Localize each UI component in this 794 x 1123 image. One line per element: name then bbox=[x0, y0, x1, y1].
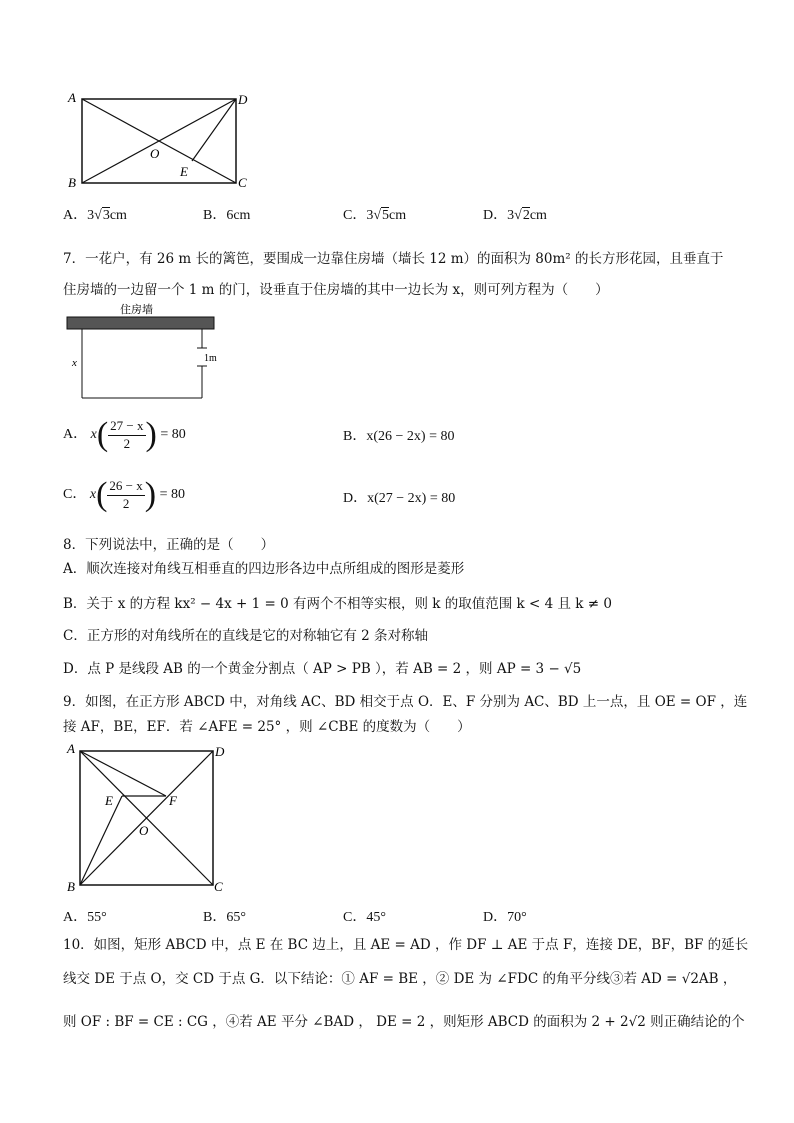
q6-label-C: C bbox=[238, 175, 247, 190]
q10-stem-line3: 则 OF : BF = CE : CG ，④若 AE 平分 ∠BAD ， DE = 2 ，则矩形 ABCD 的面积为 2 + 2√2 则正确结论的个 bbox=[63, 1014, 745, 1030]
q9-option-d: D．70° bbox=[483, 910, 527, 925]
q9-label-F: F bbox=[169, 793, 177, 808]
q6-option-d: D．3√2cm bbox=[483, 208, 547, 223]
q6-label-A: A bbox=[68, 90, 76, 105]
q7-option-d: D．x(27 − 2x) = 80 bbox=[343, 491, 456, 506]
q6-label-O: O bbox=[150, 146, 160, 161]
q7-stem-line1: 7．一花户，有 26 m 长的篱笆，要围成一边靠住房墙（墙长 12 m）的面积为 80m² 的长方形花园，且垂直于 bbox=[63, 251, 724, 267]
q9-option-b: B．65° bbox=[203, 910, 246, 925]
q7-wall-label: 住房墙 bbox=[120, 304, 153, 316]
q10-stem-line1: 10．如图，矩形 ABCD 中，点 E 在 BC 边上，且 AE = AD ，作 DF ⊥ AE 于点 F，连接 DE，BF，BF 的延长 bbox=[63, 937, 749, 953]
q6-option-b: B．6cm bbox=[203, 208, 251, 223]
q8-option-c: C．正方形的对角线所在的直线是它的对称轴它有 2 条对称轴 bbox=[63, 628, 429, 644]
q8-option-a: A．顺次连接对角线互相垂直的四边形各边中点所组成的图形是菱形 bbox=[63, 561, 465, 577]
q8-option-b: B．关于 x 的方程 kx² − 4x + 1 = 0 有两个不相等实根，则 k 的取值范围 k < 4 且 k ≠ 0 bbox=[63, 596, 612, 612]
q9-label-C: C bbox=[214, 879, 223, 894]
q7-garden-figure bbox=[62, 300, 222, 402]
q9-option-a: A．55° bbox=[63, 910, 107, 925]
q9-square-figure bbox=[62, 740, 234, 900]
q9-label-B: B bbox=[67, 879, 75, 894]
q6-label-B: B bbox=[68, 175, 76, 190]
q7-stem-line2: 住房墙的一边留一个 1 m 的门，设垂直于住房墙的其中一边长为 x，则可列方程为（ ） bbox=[63, 282, 609, 298]
q6-label-D: D bbox=[238, 92, 248, 107]
q8-stem: 8．下列说法中，正确的是（ ） bbox=[63, 537, 275, 553]
q7-option-c: C． x( $\frac{26 - x}{2}$ ) = 80 bbox=[63, 476, 185, 513]
q6-option-c: C．3√5cm bbox=[343, 208, 407, 223]
q7-option-a: A． x( $\frac{27 - x}{2}$ ) = 80 bbox=[63, 416, 186, 453]
q9-label-E: E bbox=[105, 793, 113, 808]
q7-door-label: 1m bbox=[204, 353, 217, 364]
q6-label-E: E bbox=[180, 164, 188, 179]
q9-label-A: A bbox=[67, 741, 75, 756]
q8-option-d: D．点 P 是线段 AB 的一个黄金分割点（ AP > PB ），若 AB = 2 ，则 AP = 3 − √5 bbox=[63, 661, 582, 677]
q6-option-a: A．3√3cm bbox=[63, 208, 127, 223]
q9-stem-line1: 9．如图，在正方形 ABCD 中，对角线 AC、BD 相交于点 O．E、F 分别为 AC、BD 上一点，且 OE = OF ，连 bbox=[63, 694, 748, 710]
q9-option-c: C．45° bbox=[343, 910, 386, 925]
q10-stem-line2: 线交 DE 于点 O，交 CD 于点 G．以下结论：① AF = BE ，② DE 为 ∠FDC 的角平分线③若 AD = √2AB ， bbox=[63, 971, 737, 987]
q9-stem-line2: 接 AF，BE，EF．若 ∠AFE = 25° ，则 ∠CBE 的度数为（ ） bbox=[63, 719, 471, 735]
q9-label-O: O bbox=[139, 823, 149, 838]
q7-x-label: x bbox=[72, 357, 77, 369]
q6-rectangle-figure bbox=[60, 88, 260, 193]
q7-option-b: B．x(26 − 2x) = 80 bbox=[343, 429, 455, 444]
q9-label-D: D bbox=[215, 744, 225, 759]
